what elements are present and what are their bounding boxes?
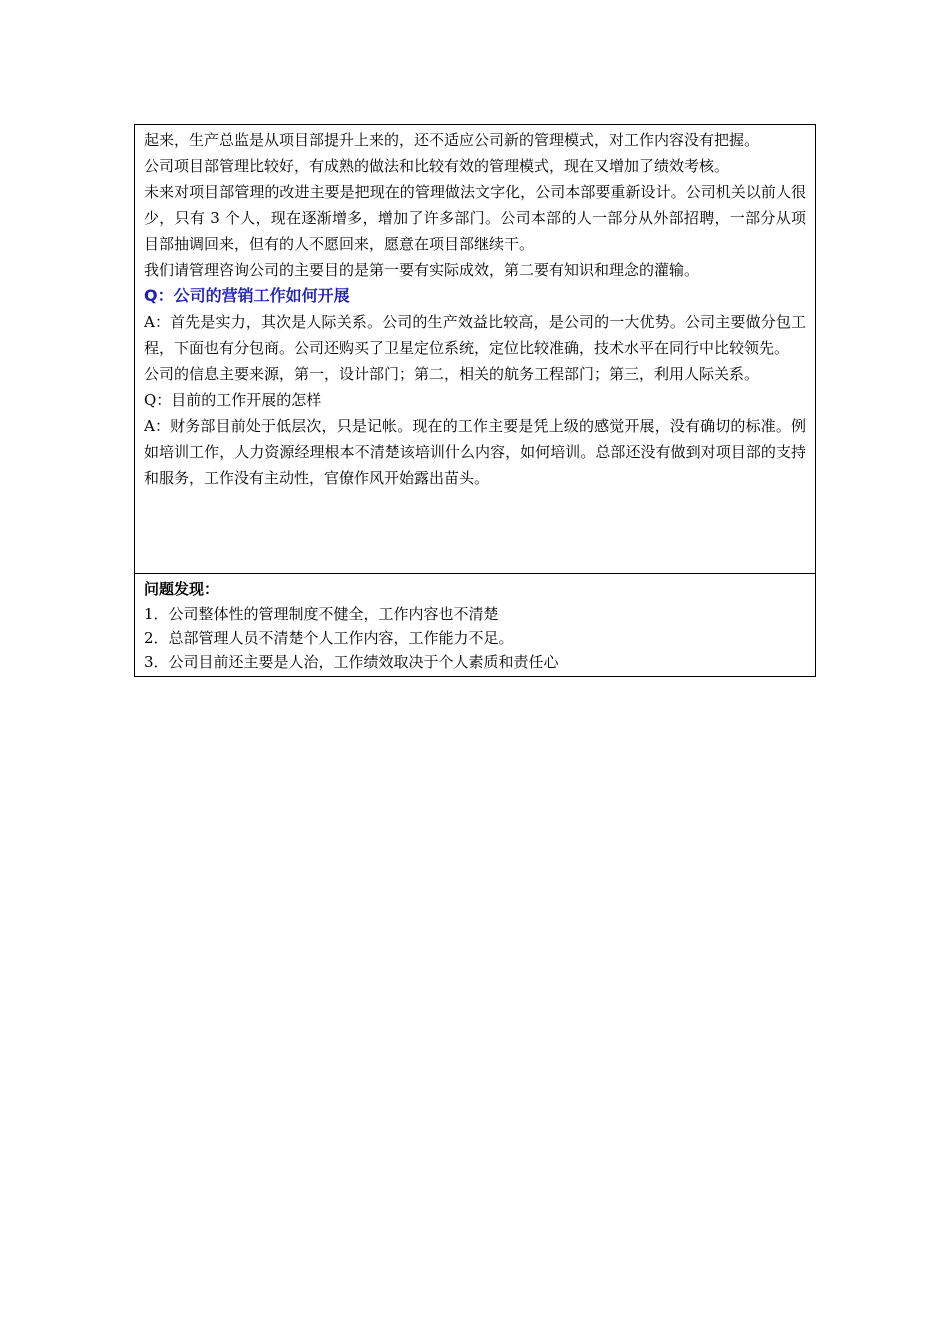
finding-item-2: 2．总部管理人员不清楚个人工作内容，工作能力不足。 (144, 629, 514, 647)
interview-notes-cell (135, 125, 815, 574)
paragraph-consulting-purpose: 我们请管理咨询公司的主要目的是第一要有实际成效，第二要有知识和理念的灌输。 (144, 261, 700, 279)
work-progress-question: Q：目前的工作开展的怎样 (144, 391, 322, 409)
marketing-question-heading: Q：公司的营销工作如何开展 (144, 286, 350, 305)
finding-item-1: 1．公司整体性的管理制度不健全，工作内容也不清楚 (144, 605, 499, 623)
paragraph-project-management: 公司项目部管理比较好，有成熟的做法和比较有效的管理模式，现在又增加了绩效考核。 (144, 157, 730, 175)
paragraph-production-director: 起来，生产总监是从项目部提升上来的，还不适应公司新的管理模式，对工作内容没有把握。 (144, 131, 760, 149)
interview-table (134, 124, 816, 677)
findings-title: 问题发现： (144, 580, 220, 598)
marketing-answer-sources: 公司的信息主要来源，第一，设计部门；第二，相关的航务工程部门；第三，利用人际关系。 (144, 365, 760, 383)
paragraph-future-improvement: 未来对项目部管理的改进主要是把现在的管理做法文字化，公司本部要重新设计。公司机关以前人很少，只有 3 个人，现在逐渐增多，增加了许多部门。公司本部的人一部分从外部招聘，一部分从项目部抽调回来，但有的人不愿回来，愿意在项目部继续干。 (144, 183, 806, 253)
work-progress-answer: A：财务部目前处于低层次，只是记帐。现在的工作主要是凭上级的感觉开展，没有确切的标准。例如培训工作，人力资源经理根本不清楚该培训什么内容，如何培训。总部还没有做到对项目部的支持和服务，工作没有主动性，官僚作风开始露出苗头。 (144, 417, 806, 487)
marketing-answer-strength: A：首先是实力，其次是人际关系。公司的生产效益比较高，是公司的一大优势。公司主要做分包工程，下面也有分包商。公司还购买了卫星定位系统，定位比较准确，技术水平在同行中比较领先。 (144, 313, 806, 357)
finding-item-3: 3．公司目前还主要是人治，工作绩效取决于个人素质和责任心 (144, 653, 559, 671)
findings-cell (135, 574, 815, 676)
